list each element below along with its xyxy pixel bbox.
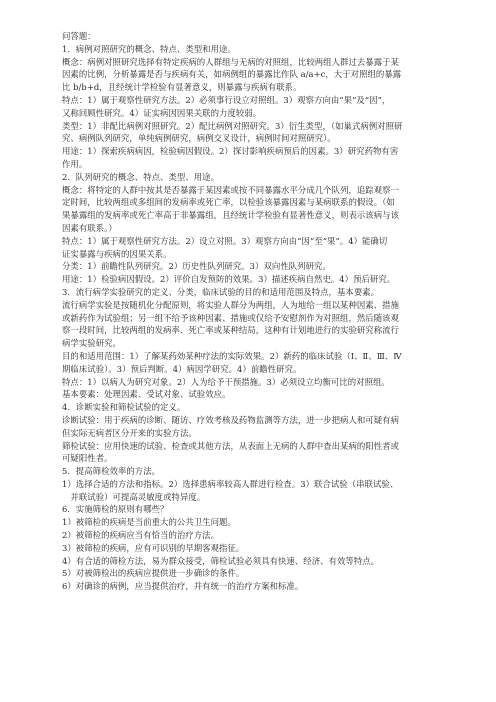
text-line: 类型：1）非配比病例对照研究。2）配比病例对照研究。3）衍生类型，（如巢式病例对照研 [62,120,403,131]
text-line: 2）被筛检的疾病应当有恰当的治疗方法。 [62,530,220,541]
text-line: 病学实验研究。 [62,338,121,349]
text-line: 可疑阳性者。 [62,453,113,464]
text-line: 比 b/b+d，且经统计学检验有显著意义，则暴露与疾病有联系。 [62,82,302,93]
text-line: 3）被筛检的疾病，应有可识别的早期客观指征。 [62,542,245,553]
text-line: 但实际无病者区分开来的实验方法。 [62,427,197,438]
text-line: 2．队列研究的概念、特点、类型、用途。 [62,171,220,182]
text-line: 因素的比例，分析暴露是否与疾病有关，如病例组的暴露比作队 a/a+c，大于对照组的暴露 [62,69,402,80]
text-line: 1．病例对照研究的概念、特点、类型和用途。 [62,43,236,54]
text-line: 流行病学实验是按随机化分配原则，将实验人群分为两组，人为地给一组以某种因素、措施 [62,299,399,310]
text-line: 作用。 [62,158,88,169]
text-line: 1）被筛检的疾病是当前重大的公共卫生问题。 [62,517,236,528]
text-line: 特点：1）属于观察性研究方法。2）必须事行设立对照组。3）观察方向由“果”及“因”， [62,94,391,105]
text-line: 期临床试验）。3）预后判断。4）病因学研究。4）前瞻性研究。 [62,363,302,374]
text-line: 4．诊断实验和筛检试验的定义。 [62,402,186,413]
text-line: 果暴露组的发病率或死亡率高于非暴露组，且经统计学检验有显著性意义，则表示该病与该 [62,210,399,221]
text-line: 目的和适用范围：1）了解某药効某种疗法的实际效果。2）新药的临床试验（Ⅰ、Ⅱ、Ⅲ、Ⅳ [62,350,402,361]
text-line: 诊断试验：用于疾病的诊断、随访、疗效考核及药物监测等方法，进一步把病人和可疑有病 [62,414,399,425]
text-line: 察一段时间，比较两组的发病率、死亡率或某种结局，这种有计划地进行的实验研究称流行 [62,325,399,336]
text-line: 又称回顾性研究。4）证实病因因果关联的力度较弱。 [62,107,262,118]
text-line: 6．实施筛检的原则有哪些？ [62,504,169,515]
text-line: 问答题： [62,31,96,41]
text-line: 3．流行病学实验研究的定义、分类，临床试验的目的和适用范围及特点，基本要素。 [62,286,380,297]
text-line: 分类：1）前瞻性队列研究。2）历史性队列研究。3）双向性队列研究。 [62,261,331,272]
text-line: 并联试验）可提高灵敏度或特异度。 [62,491,206,502]
text-line: 概念：病例对照研究选择有特定疾病的人群组与无病的对照组，比较两组人群过去暴露于某 [62,56,399,67]
text-line: 4）有合适的筛检方法，易为群众接受，筛检试验必须具有快速、经济、有效等特点。 [62,555,380,566]
text-line: 6）对确诊的病例，应当提供治疗，并有统一的治疗方案和标准。 [62,581,304,592]
text-line: 基本要素：处理因素、受试对象、试验效应。 [62,389,231,400]
text-line: 定时间，比较两组或多组间的发病率或死亡率，以检验该暴露因素与某病联系的假设。（如 [62,197,395,208]
text-line: 证实暴露与疾病的因果关系。 [62,248,172,259]
text-line: 概念：将特定的人群中按其是否暴露于某因素或按不同暴露水平分成几个队列，追踪观察一 [62,184,399,195]
text-line: 5．提高筛检效率的方法。 [62,466,161,477]
text-line: 筛检试验：应用快速的试验、检查或其他方法，从表面上无病的人群中查出某病的阳性者或 [62,440,399,451]
text-line: 或新药作为试验组；另一组不给予该种因素、措施或仅给予安慰剂作为对照组，然后随该观 [62,312,399,323]
text-line: 因素有联系。） [62,222,117,233]
text-line: 特点：1）以病人为研究对象。2）人为给予干预措施。3）必须设立均衡可比的对照组。 [62,376,390,387]
text-line: 用途：1）探索疾病病因，检验病因假设。2）探讨影响疾病预后的因素。3）研究药物有害 [62,146,399,157]
text-line: 1）选择合适的方法和指标。2）选择患病率较高人群进行检查。3）联合试验（串联试验、 [62,478,399,489]
text-line: 特点：1）属于观察性研究方法。2）设立对照。3）观察方向由“因”至“果”。4）能确切 [62,235,388,246]
text-line: 究、病例队列研究，单纯病例研究，病例交叉设计，病例时间对照研究）。 [62,133,336,144]
text-line: 用途：1）检验病因假设。2）评价自发预防的效果。3）描述疾病自然史。4）预后研究。 [62,274,396,285]
text-line: 5）对被筛检出的疾病应提供进一步确诊的条件。 [62,568,245,579]
